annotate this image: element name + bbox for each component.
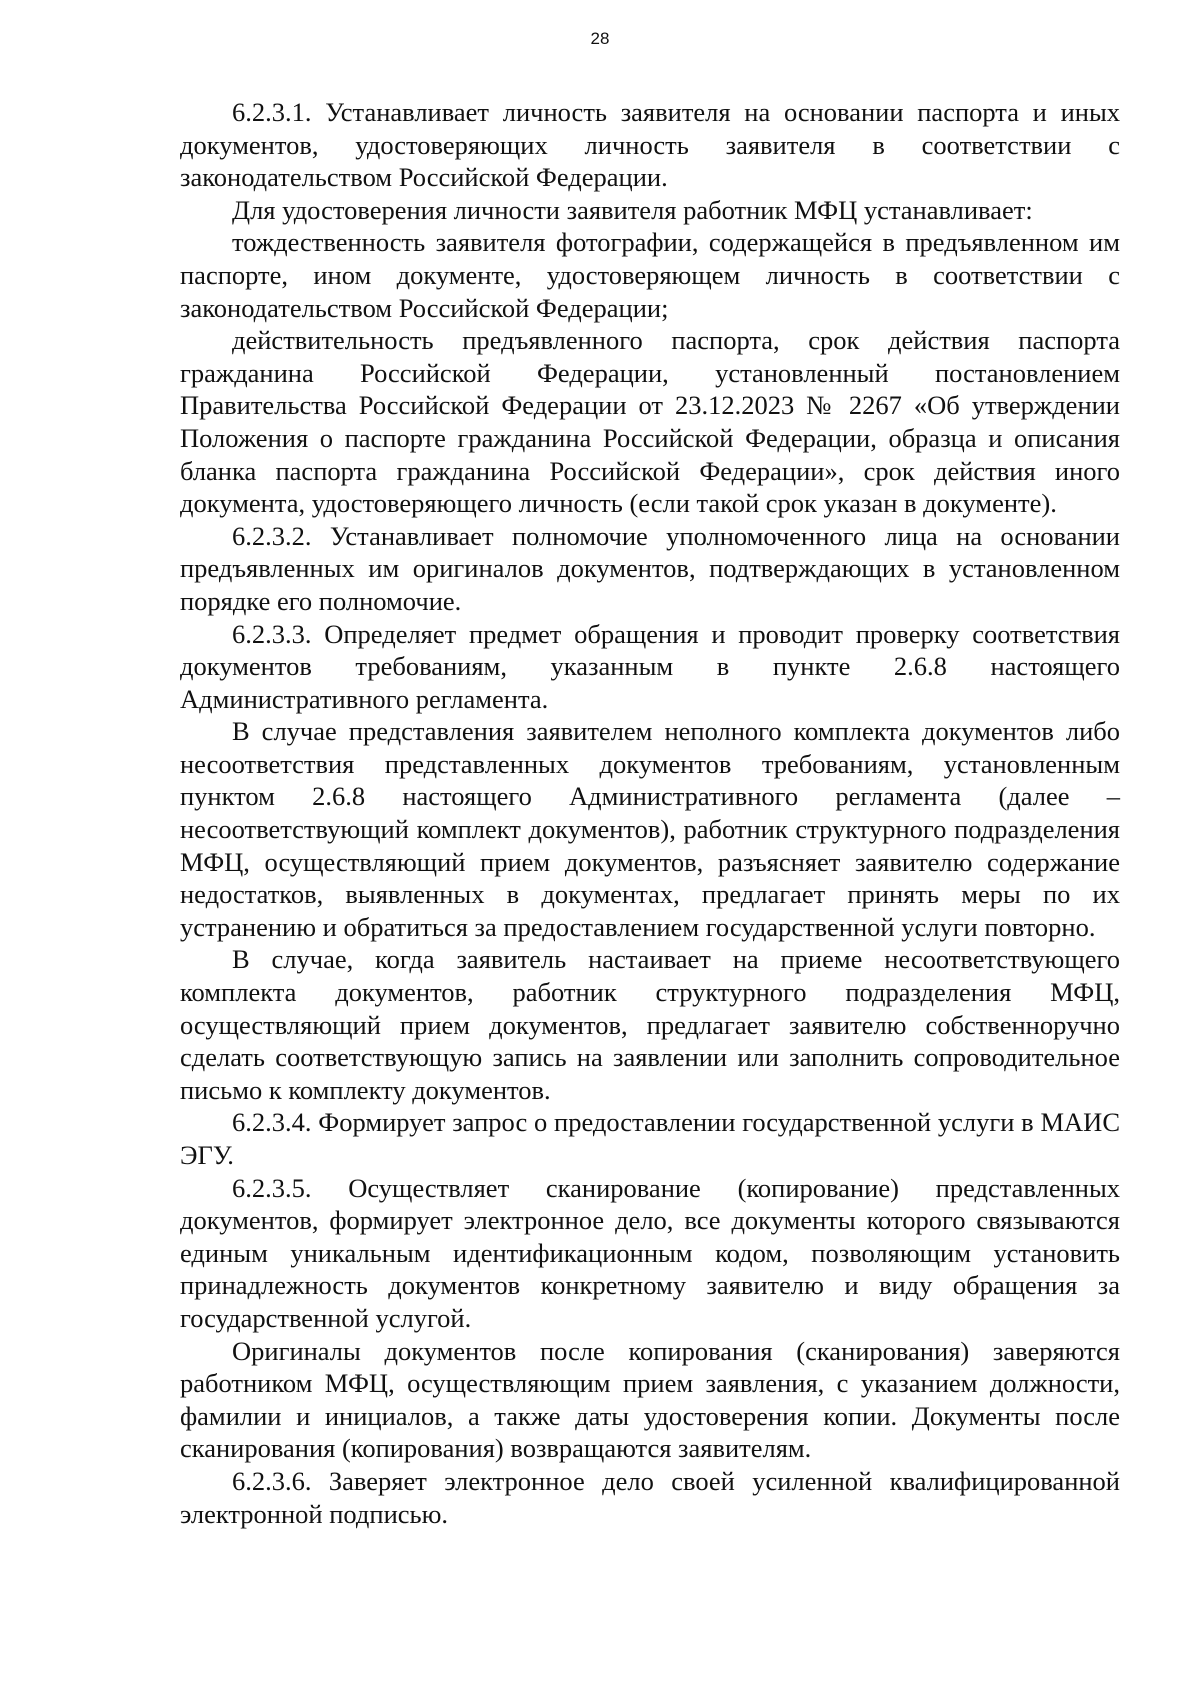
paragraph-originals-certified: Оригиналы документов после копирования (сканирования) заверяются работником МФЦ, осуществляющим прием заявления, с указанием должности, фамилии и инициалов, а также даты удостоверения копии. Документы после сканирования (копирования) возвращаются заявителям.: [180, 1335, 1120, 1464]
paragraph-6-2-3-2: 6.2.3.2. Устанавливает полномочие уполномоченного лица на основании предъявленных им оригиналов документов, подтверждающих в установленном порядке его полномочие.: [180, 520, 1120, 616]
paragraph-photo-identity: тождественность заявителя фотографии, содержащейся в предъявленном им паспорте, ином документе, удостоверяющем личность в соответствии с законодательством Российской Федерации;: [180, 227, 1120, 323]
paragraph-6-2-3-5: 6.2.3.5. Осуществляет сканирование (копирование) представленных документов, формирует электронное дело, все документы которого связываются единым уникальным идентификационным кодом, позволяющим установить принадлежность документов конкретному заявителю и виду обращения за государственной услугой.: [180, 1172, 1120, 1333]
document-body: [180, 96, 1120, 1530]
paragraph-6-2-3-6: 6.2.3.6. Заверяет электронное дело своей усиленной квалифицированной электронной подписью.: [180, 1465, 1120, 1529]
paragraph-6-2-3-1: 6.2.3.1. Устанавливает личность заявителя на основании паспорта и иных документов, удостоверяющих личность заявителя в соответствии с законодательством Российской Федерации.: [180, 97, 1120, 193]
paragraph-applicant-insists: В случае, когда заявитель настаивает на приеме несоответствующего комплекта документов, работник структурного подразделения МФЦ, осуществляющий прием документов, предлагает заявителю собственноручно сделать соответствующую запись на заявлении или заполнить сопроводительное письмо к комплекту документов.: [180, 944, 1120, 1105]
paragraph-6-2-3-4: 6.2.3.4. Формирует запрос о предоставлении государственной услуги в МАИС ЭГУ.: [180, 1107, 1120, 1170]
paragraph-incomplete-set: В случае представления заявителем неполного комплекта документов либо несоответствия представленных документов требованиям, установленным пунктом 2.6.8 настоящего Административного регламента (далее – несоответствующий комплект документов), работник структурного подразделения МФЦ, осуществляющий прием документов, разъясняет заявителю содержание недостатков, выявленных в документах, предлагает принять меры по их устранению и обратиться за предоставлением государственной услуги повторно.: [180, 716, 1120, 942]
paragraph-6-2-3-3: 6.2.3.3. Определяет предмет обращения и проводит проверку соответствия документов требованиям, указанным в пункте 2.6.8 настоящего Административного регламента.: [180, 618, 1120, 714]
paragraph-identity-intro: Для удостоверения личности заявителя работник МФЦ устанавливает:: [232, 194, 1033, 225]
paragraph-passport-validity: действительность предъявленного паспорта, срок действия паспорта гражданина Российской Федерации, установленный постановлением Правительства Российской Федерации от 23.12.2023 № 2267 «Об утверждении Положения о паспорте гражданина Российской Федерации, образца и описания бланка паспорта гражданина Российской Федерации», срок действия иного документа, удостоверяющего личность (если такой срок указан в документе).: [180, 325, 1120, 519]
page-number: 28: [590, 29, 610, 48]
